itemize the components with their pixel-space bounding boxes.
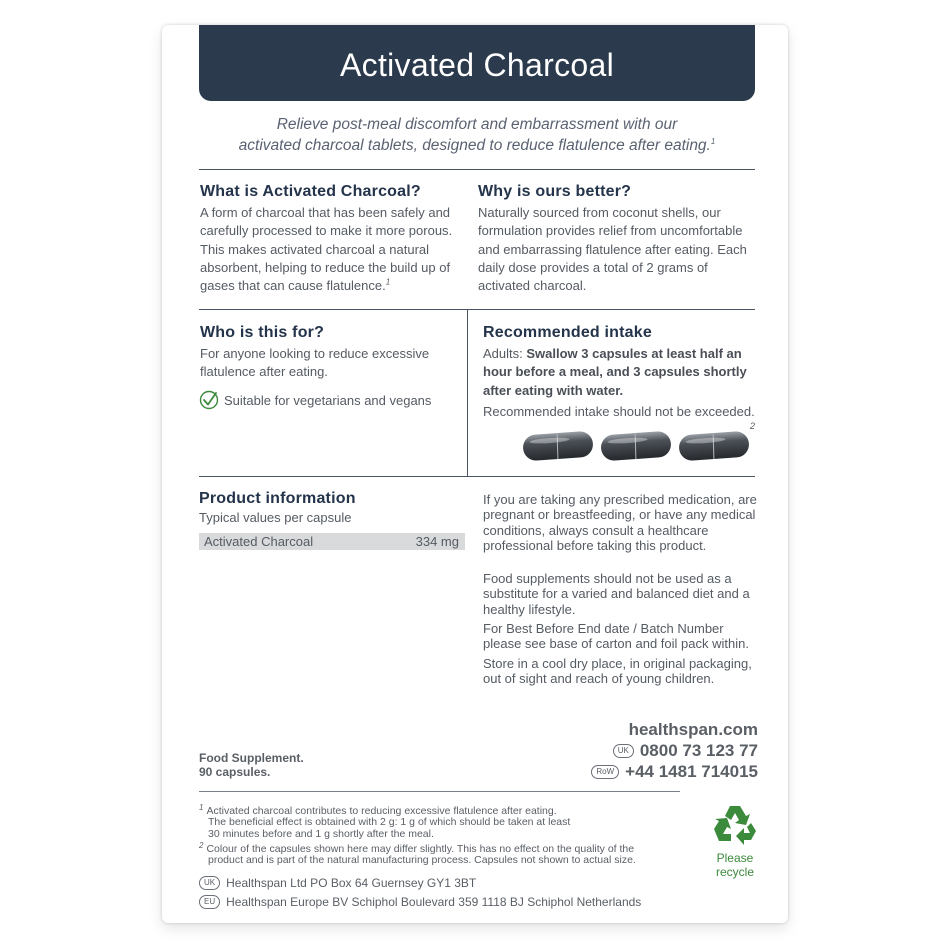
product-card bbox=[162, 25, 788, 923]
divider bbox=[199, 791, 680, 792]
tagline-line-2-text: activated charcoal tablets, designed to reduce flatulence after eating. bbox=[238, 137, 711, 154]
row-tag: RoW bbox=[591, 765, 619, 779]
pack-count: 90 capsules. bbox=[199, 765, 271, 779]
capsules-illustration bbox=[520, 428, 760, 468]
what-is-heading: What is Activated Charcoal? bbox=[200, 183, 421, 200]
product-title: Activated Charcoal bbox=[199, 25, 755, 101]
nutrient-name: Activated Charcoal bbox=[204, 534, 314, 549]
recycle-icon bbox=[710, 803, 760, 852]
address-eu bbox=[199, 895, 641, 909]
product-info-heading: Product information bbox=[199, 490, 356, 507]
capsule-icon bbox=[600, 431, 672, 462]
footnote-ref: 1 bbox=[385, 277, 391, 287]
divider bbox=[199, 309, 755, 310]
recycle-label-line-2: recycle bbox=[715, 865, 754, 879]
warning-substitute: Food supplements should not be used as a substitute for a varied and balanced diet and a healthy lifestyle. bbox=[483, 571, 750, 617]
capsule-icon bbox=[522, 431, 594, 462]
uk-tag: UK bbox=[613, 744, 634, 758]
eu-address: Healthspan Europe BV Schiphol Boulevard 359 1118 BJ Schiphol Netherlands bbox=[226, 895, 642, 909]
intake-instructions bbox=[483, 345, 758, 400]
footnote-1-text: Activated charcoal contributes to reducing excessive flatulence after eating. bbox=[206, 805, 557, 817]
capsule-icon bbox=[678, 431, 750, 462]
row-phone[interactable] bbox=[591, 762, 758, 782]
recycle-label-line-1: Please bbox=[716, 851, 754, 865]
footnote-1-line-2: The beneficial effect is obtained with 2 g: 1 g of which should be taken at least bbox=[208, 816, 571, 829]
pack-type: Food Supplement. bbox=[199, 751, 304, 765]
intake-prefix: Adults: bbox=[483, 346, 523, 361]
nutrient-value: 334 mg bbox=[415, 534, 459, 549]
warning-medication: If you are taking any prescribed medication, are pregnant or breastfeeding, or have any medical conditions, always consult a healthcare professional before taking this product. bbox=[483, 492, 757, 554]
intake-instruction: Swallow 3 capsules at least half an hour before a meal, and 3 capsules shortly after eating with water. bbox=[483, 346, 747, 398]
product-info-subheading: Typical values per capsule bbox=[199, 510, 352, 525]
uk-phone-number: 0800 73 123 77 bbox=[639, 741, 758, 760]
row-phone-number: +44 1481 714015 bbox=[625, 762, 758, 781]
recycle-label bbox=[705, 851, 765, 879]
tagline bbox=[199, 114, 755, 156]
why-better-heading: Why is ours better? bbox=[478, 183, 632, 200]
intake-limit: Recommended intake should not be exceeded. bbox=[483, 404, 755, 419]
best-before-info: For Best Before End date / Batch Number please see base of carton and foil pack within. bbox=[483, 621, 749, 652]
tagline-line-1: Relieve post-meal discomfort and embarrassment with our bbox=[276, 116, 678, 133]
footnote-1-line-3: 30 minutes before and 1 g shortly after the meal. bbox=[208, 827, 434, 840]
footnote-2-line-2: product and is part of the natural manufacturing process. Capsules not shown to actual size. bbox=[208, 854, 636, 867]
divider bbox=[199, 476, 755, 477]
footnote-2 bbox=[199, 840, 699, 867]
column-divider bbox=[467, 309, 468, 477]
footnote-2-text: Colour of the capsules shown here may differ slightly. This has no effect on the quality of the bbox=[206, 843, 635, 855]
footnote-ref: 1 bbox=[710, 136, 716, 146]
address-uk bbox=[199, 876, 476, 890]
who-for-heading: Who is this for? bbox=[200, 324, 325, 341]
veg-label: Suitable for vegetarians and vegans bbox=[224, 392, 432, 408]
what-is-body: A form of charcoal that has been safely and carefully processed to make it more porous. This makes activated charcoal a natural absorbent, helping to reduce the build up of gases that can cause flatulence. bbox=[200, 205, 453, 294]
footnote-number: 2 bbox=[199, 840, 204, 850]
why-better-text: Naturally sourced from coconut shells, our formulation provides relief from uncomfortable and embarrassing flatulence after eating. Each daily dose provides a total of 2 grams of activated charcoal. bbox=[478, 205, 747, 294]
storage-info: Store in a cool dry place, in original packaging, out of sight and reach of young children. bbox=[483, 656, 752, 687]
checkmark-circle-icon bbox=[199, 390, 219, 410]
veg-badge bbox=[199, 390, 431, 410]
what-is-text bbox=[200, 204, 462, 295]
footnote-number: 1 bbox=[199, 802, 204, 812]
divider bbox=[199, 169, 755, 170]
eu-tag: EU bbox=[199, 895, 220, 909]
who-for-text: For anyone looking to reduce excessive flatulence after eating. bbox=[200, 346, 430, 380]
footnote-ref: 2 bbox=[750, 421, 756, 431]
uk-tag: UK bbox=[199, 876, 220, 890]
pack-info bbox=[199, 751, 304, 779]
nutrition-row bbox=[199, 533, 465, 550]
tagline-line-2 bbox=[199, 135, 755, 156]
intake-heading: Recommended intake bbox=[483, 324, 652, 341]
uk-phone[interactable] bbox=[613, 741, 758, 761]
uk-address: Healthspan Ltd PO Box 64 Guernsey GY1 3BT bbox=[226, 876, 477, 890]
footnote-1 bbox=[199, 802, 699, 840]
website-link[interactable]: healthspan.com bbox=[628, 720, 758, 739]
